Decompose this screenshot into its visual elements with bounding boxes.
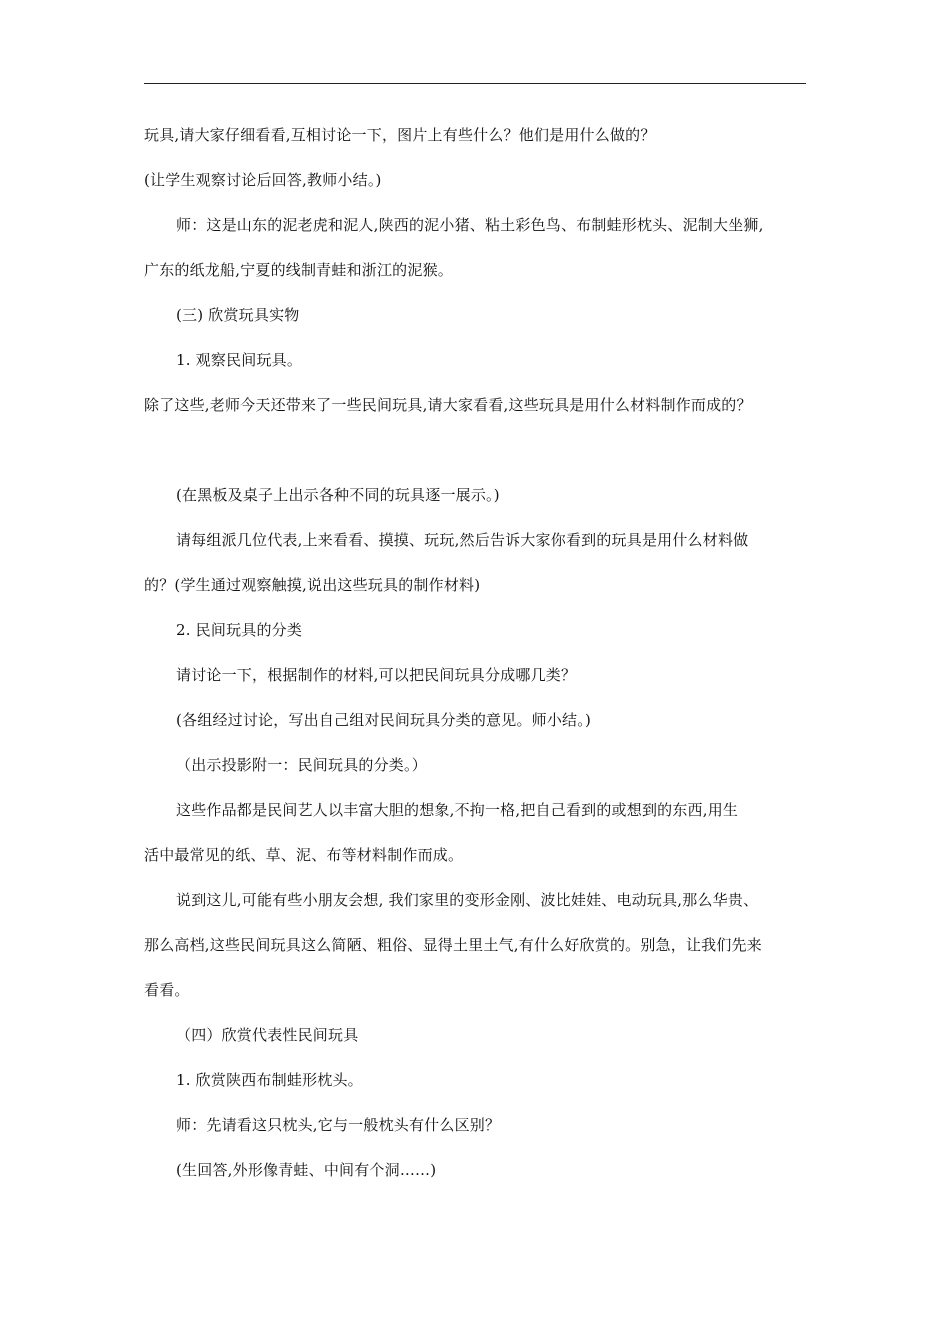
paragraph-line: (让学生观察讨论后回答,教师小结。) <box>144 171 382 189</box>
section-heading: (三) 欣赏玩具实物 <box>176 306 300 324</box>
paragraph-line: 师：先请看这只枕头,它与一般枕头有什么区别？ <box>176 1116 501 1134</box>
header-rule <box>144 83 806 84</box>
paragraph-line: 玩具,请大家仔细看看,互相讨论一下，图片上有些什么？他们是用什么做的？ <box>144 126 656 144</box>
paragraph-line: 活中最常见的纸、草、泥、布等材料制作而成。 <box>144 846 464 864</box>
paragraph-line: (生回答,外形像青蛙、中间有个洞……) <box>176 1161 437 1179</box>
paragraph-line: 这些作品都是民间艺人以丰富大胆的想象,不拘一格,把自己看到的或想到的东西,用生 <box>176 801 739 819</box>
paragraph-line: 除了这些,老师今天还带来了一些民间玩具,请大家看看,这些玩具是用什么材料制作而成的？ <box>144 396 752 414</box>
paragraph-line: (各组经过讨论，写出自己组对民间玩具分类的意见。师小结。) <box>176 711 592 729</box>
paragraph-line: 的？(学生通过观察触摸,说出这些玩具的制作材料) <box>144 576 481 594</box>
subsection-heading: 2. 民间玩具的分类 <box>176 621 303 639</box>
paragraph-line: 师：这是山东的泥老虎和泥人,陕西的泥小猪、粘土彩色鸟、布制蛙形枕头、泥制大坐狮, <box>176 216 764 234</box>
paragraph-line: 请每组派几位代表,上来看看、摸摸、玩玩,然后告诉大家你看到的玩具是用什么材料做 <box>176 531 749 549</box>
paragraph-line: 说到这儿,可能有些小朋友会想, 我们家里的变形金刚、波比娃娃、电动玩具,那么华贵、 <box>176 891 759 909</box>
paragraph-line: （出示投影附一：民间玩具的分类。） <box>176 756 427 774</box>
paragraph-line: 那么高档,这些民间玩具这么简陋、粗俗、显得土里土气,有什么好欣赏的。别急，让我们先来 <box>144 936 762 954</box>
paragraph-line: 请讨论一下，根据制作的材料,可以把民间玩具分成哪几类？ <box>176 666 577 684</box>
subsection-heading: 1. 观察民间玩具。 <box>176 351 303 369</box>
paragraph-line: 看看。 <box>144 981 190 999</box>
paragraph-line: (在黑板及桌子上出示各种不同的玩具逐一展示。) <box>176 486 500 504</box>
paragraph-line: 广东的纸龙船,宁夏的线制青蛙和浙江的泥猴。 <box>144 261 453 279</box>
section-heading: （四）欣赏代表性民间玩具 <box>176 1026 359 1044</box>
subsection-heading: 1. 欣赏陕西布制蛙形枕头。 <box>176 1071 363 1089</box>
